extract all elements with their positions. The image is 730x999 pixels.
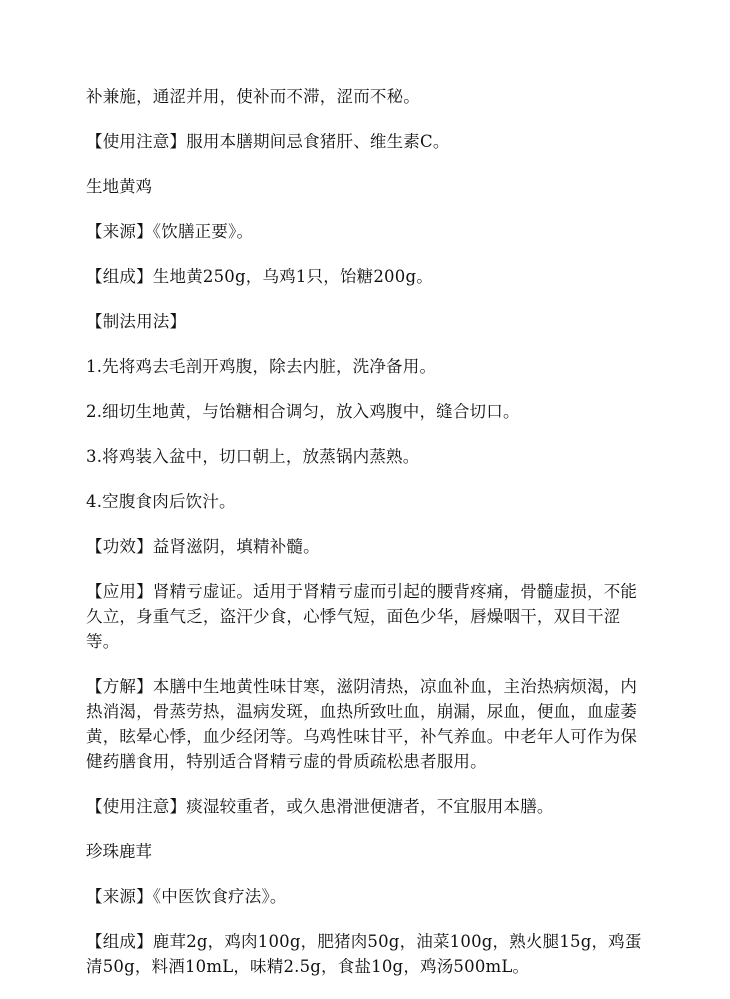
paragraph-method-heading: 【制法用法】: [86, 312, 187, 331]
paragraph-efficacy: 【功效】益肾滋阴，填精补髓。: [86, 537, 320, 556]
document-page: [86, 84, 646, 999]
paragraph-composition-1: 【组成】生地黄250g，乌鸡1只，饴糖200g。: [86, 267, 433, 286]
paragraph-source-1: 【来源】《饮膳正要》。: [86, 222, 254, 241]
recipe-title-zhenzhu-lurong: 珍珠鹿茸: [86, 842, 152, 861]
paragraph-usage-note-2: 【使用注意】痰湿较重者，或久患滑泄便溏者，不宜服用本膳。: [86, 797, 554, 816]
paragraph-explanation: 【方解】本膳中生地黄性味甘寒，滋阴清热，凉血补血，主治热病烦渴，内热消渴，骨蒸劳热，温病发斑，血热所致吐血，崩漏，尿血，便血，血虚萎黄，眩晕心悸，血少经闭等。乌鸡性味甘平，补气养血。中老年人可作为保健药膳食用，特别适合肾精亏虚的骨质疏松患者服用。: [86, 677, 638, 771]
paragraph-composition-2: 【组成】鹿茸2g，鸡肉100g，肥猪肉50g，油菜100g，熟火腿15g，鸡蛋清50g，料酒10mL，味精2.5g，食盐10g，鸡汤500mL。: [86, 932, 642, 976]
paragraph-step-4: 4.空腹食肉后饮汁。: [86, 492, 236, 511]
paragraph-application: 【应用】肾精亏虚证。适用于肾精亏虚而引起的腰背疼痛，骨髓虚损，不能久立，身重气乏，盗汗少食，心悸气短，面色少华，唇燥咽干，双目干涩等。: [86, 582, 638, 651]
paragraph-continuation: 补兼施，通涩并用，使补而不滞，涩而不秘。: [86, 87, 420, 106]
recipe-title-shengdi-huangji: 生地黄鸡: [86, 177, 152, 196]
paragraph-source-2: 【来源】《中医饮食疗法》。: [86, 887, 287, 906]
paragraph-step-2: 2.细切生地黄，与饴糖相合调匀，放入鸡腹中，缝合切口。: [86, 402, 520, 421]
paragraph-step-3: 3.将鸡装入盆中，切口朝上，放蒸锅内蒸熟。: [86, 447, 420, 466]
paragraph-step-1: 1.先将鸡去毛剖开鸡腹，除去内脏，洗净备用。: [86, 357, 437, 376]
paragraph-usage-note-1: 【使用注意】服用本膳期间忌食猪肝、维生素C。: [86, 132, 450, 151]
